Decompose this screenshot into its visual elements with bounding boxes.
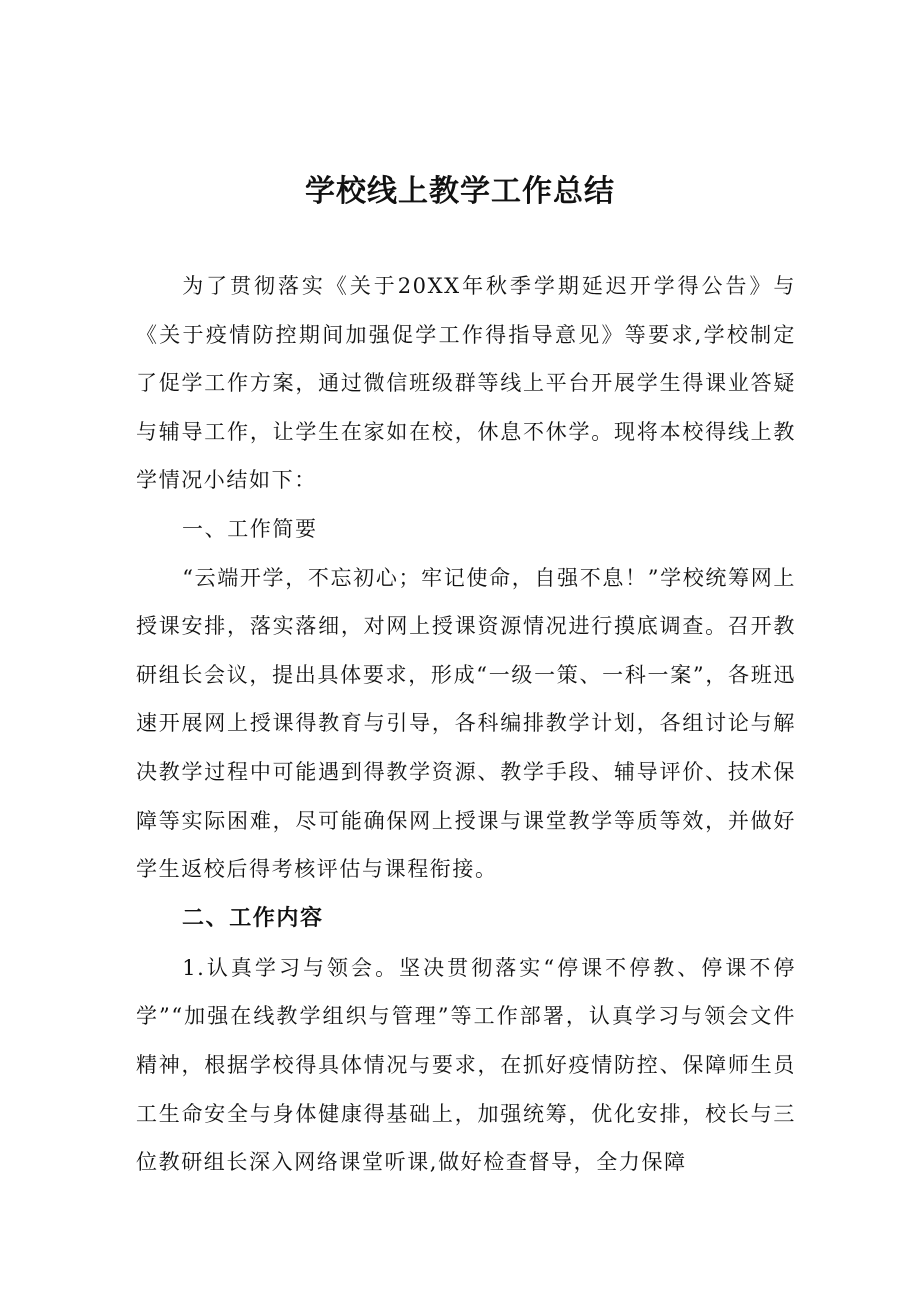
section-2-heading: 二、工作内容 [182,905,324,931]
section-1-paragraph: “云端开学，不忘初心；牢记使命，自强不息！”学校统筹网上授课安排，落实落细，对网上授课资源情况进行摸底调查。召开教研组长会议，提出具体要求，形成“一级一策、一科一案”，各班迅速开展网上授课得教育与引导，各科编排教学计划，各组讨论与解决教学过程中可能遇到得教学资源、教学手段、辅导评价、技术保障等实际困难，尽可能确保网上授课与课堂教学等质等效，并做好学生返校后得考核评估与课程衔接。 [136,565,796,882]
intro-paragraph: 为了贯彻落实《关于20XX年秋季学期延迟开学得公告》与《关于疫情防控期间加强促学工作得指导意见》等要求,学校制定了促学工作方案，通过微信班级群等线上平台开展学生得课业答疑与辅导工作，让学生在家如在校，休息不休学。现将本校得线上教学情况小结如下： [136,274,796,493]
document-body [136,262,796,1187]
document-title: 学校线上教学工作总结 [305,174,615,209]
section-2-item-1: 1.认真学习与领会。坚决贯彻落实“停课不停教、停课不停学”“加强在线教学组织与管理”等工作部署，认真学习与领会文件精神，根据学校得具体情况与要求，在抓好疫情防控、保障师生员工生命安全与身体健康得基础上，加强统筹，优化安排，校长与三位教研组长深入网络课堂听课,做好检查督导，全力保障 [136,955,796,1175]
section-1-heading: 一、工作简要 [182,516,318,541]
